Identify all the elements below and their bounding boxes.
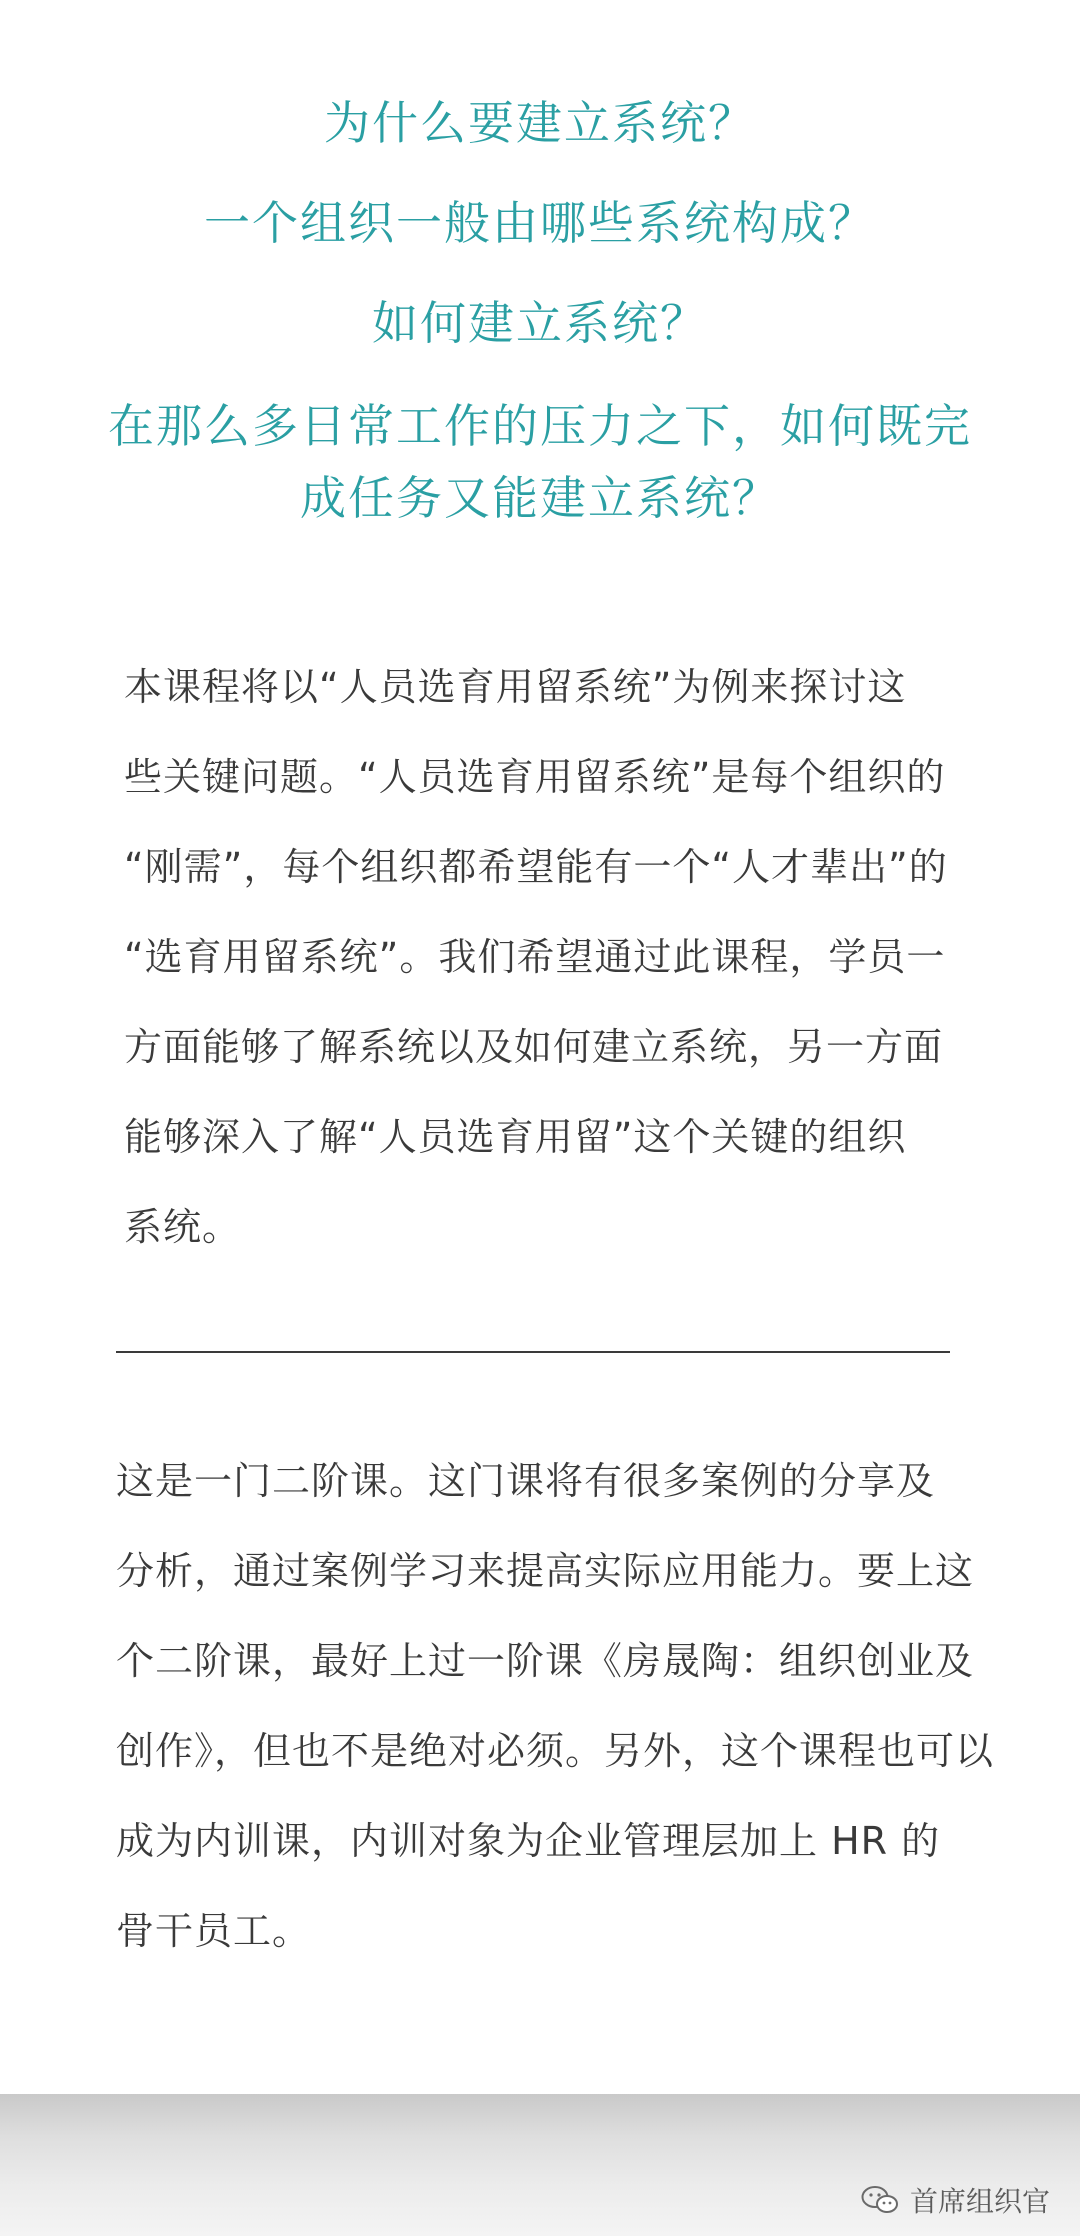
paragraph-line: 些关键问题。“人员选育用留系统”是每个组织的 (124, 755, 946, 799)
section-divider (116, 1351, 950, 1353)
paragraph-line: 个二阶课，最好上过一阶课《房晟陶：组织创业及 (116, 1639, 975, 1683)
watermark-text: 首席组织官 (909, 2185, 1050, 2218)
paragraph-line: “刚需”，每个组织都希望能有一个“人才辈出”的 (124, 845, 948, 889)
question-list (0, 90, 1080, 534)
paragraph-line: 系统。 (124, 1205, 242, 1249)
paragraph-line: 能够深入了解“人员选育用留”这个关键的组织 (124, 1115, 907, 1159)
account-watermark (860, 2178, 1050, 2222)
course-level-paragraph (116, 1436, 995, 1976)
question-systems-composition: 一个组织一般由哪些系统构成？ (204, 196, 876, 250)
paragraph-line: 本课程将以“人员选育用留系统”为例来探讨这 (124, 665, 907, 709)
question-line: 成任务又能建立系统？ (300, 471, 780, 525)
paragraph-line: 方面能够了解系统以及如何建立系统，另一方面 (124, 1025, 944, 1069)
paragraph-line: “选育用留系统”。我们希望通过此课程，学员一 (124, 935, 946, 979)
course-intro-paragraph (124, 642, 964, 1272)
paragraph-line: 这是一门二阶课。这门课将有很多案例的分享及 (116, 1459, 936, 1503)
paragraph-line: 成为内训课，内训对象为企业管理层加上 HR 的 (116, 1819, 941, 1863)
paragraph-line: 骨干员工。 (116, 1909, 312, 1953)
question-line: 在那么多日常工作的压力之下，如何既完 (108, 399, 972, 453)
question-how-build-system: 如何建立系统？ (372, 296, 708, 350)
question-why-build-system: 为什么要建立系统？ (324, 96, 756, 150)
paragraph-line: 创作》，但也不是绝对必须。另外，这个课程也可以 (116, 1729, 995, 1773)
wechat-icon (860, 2184, 900, 2216)
paragraph-line: 分析，通过案例学习来提高实际应用能力。要上这 (116, 1549, 975, 1593)
question-balance-work-and-system (0, 390, 1080, 534)
